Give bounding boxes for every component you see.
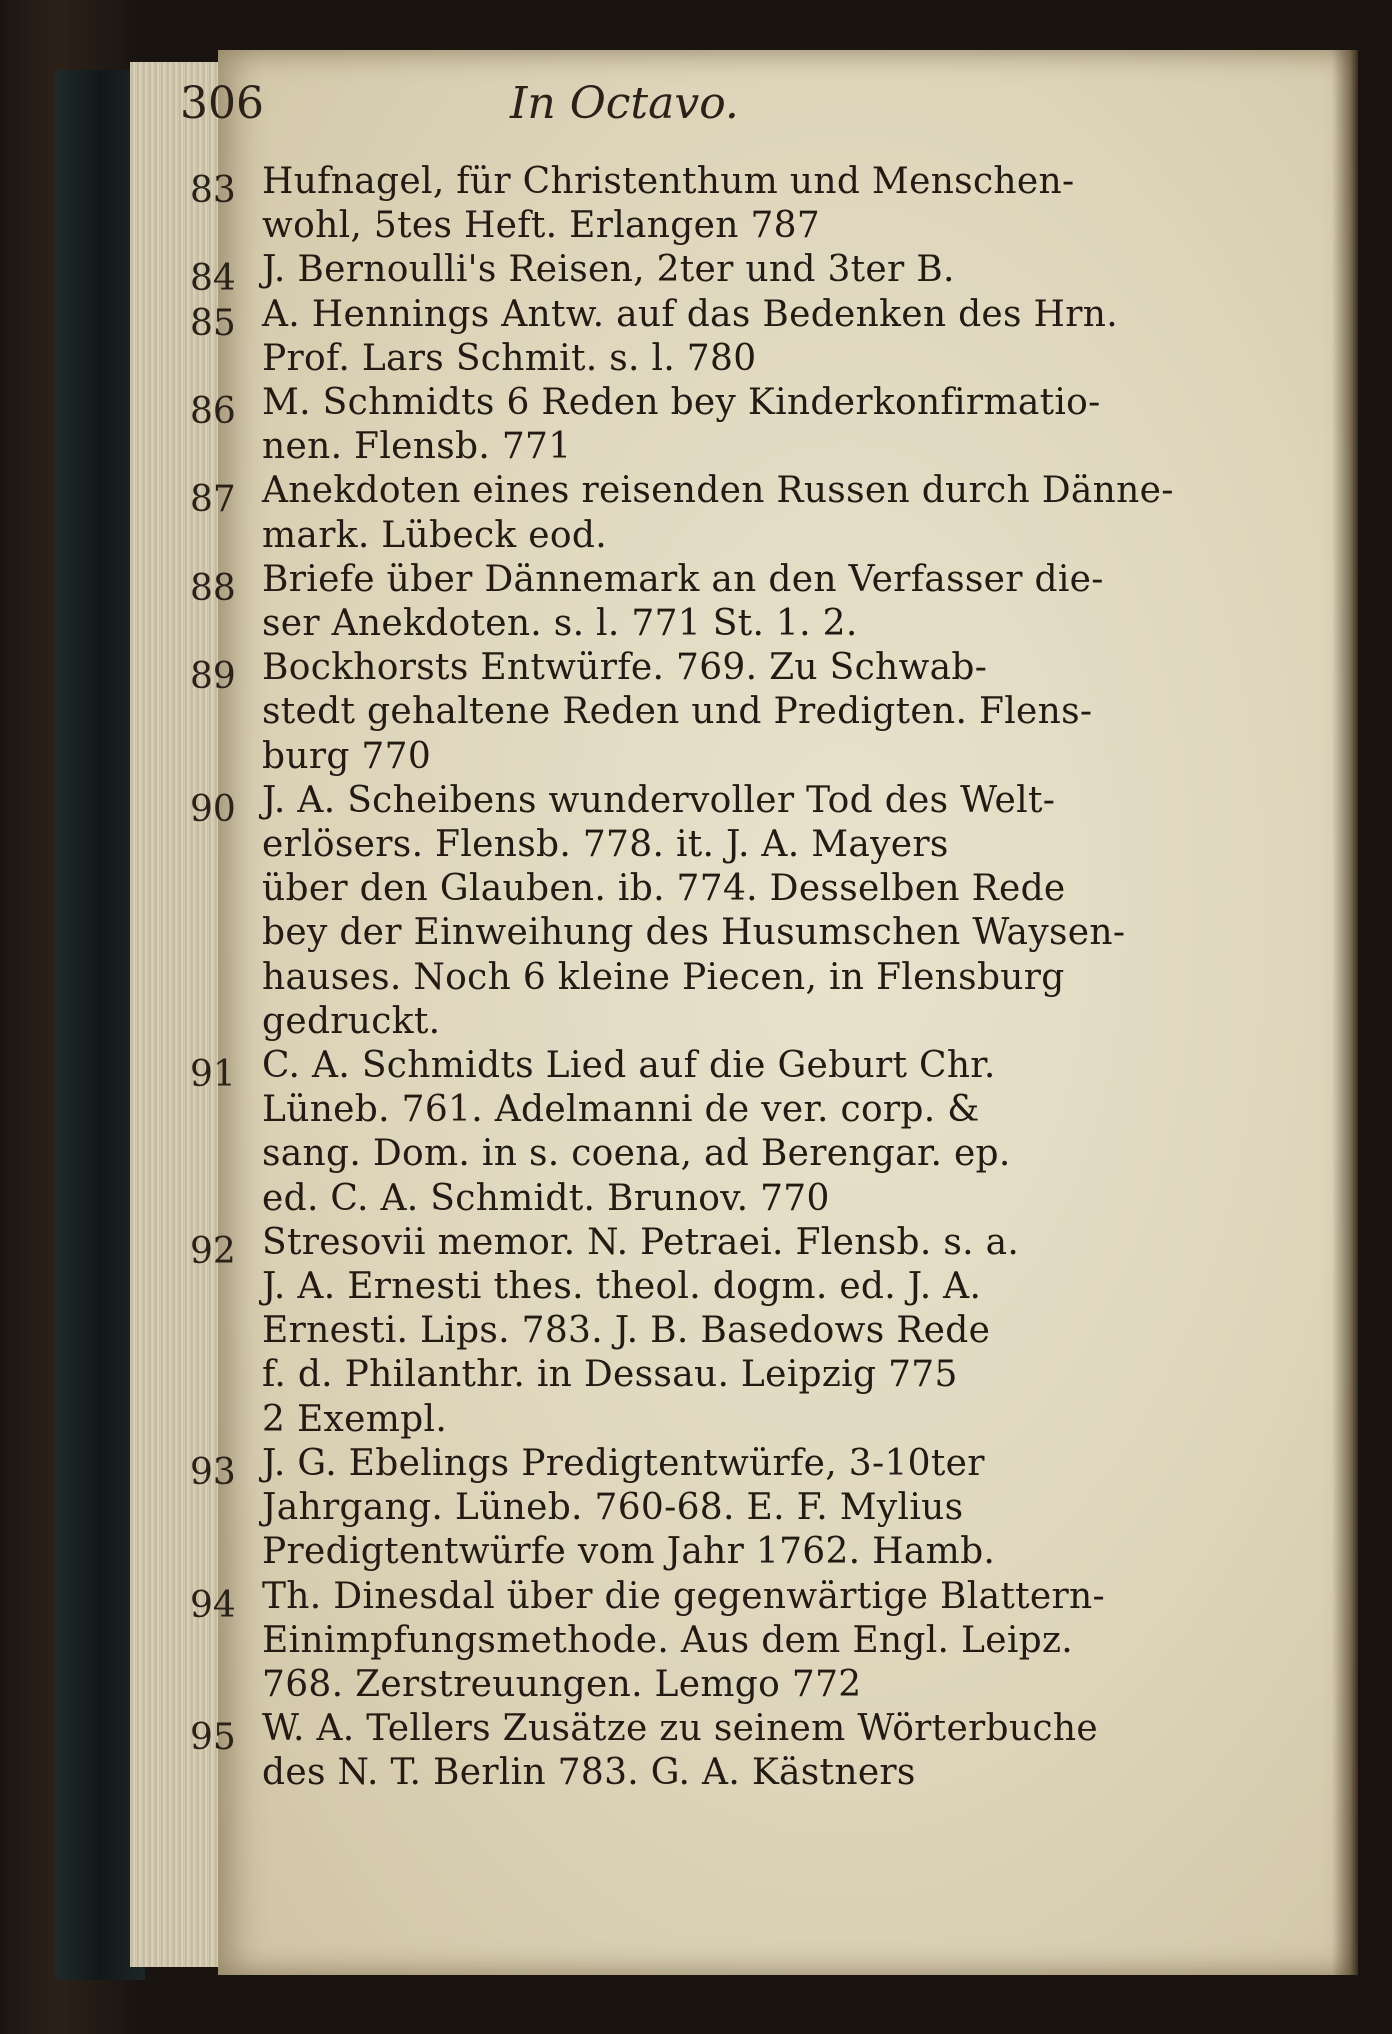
entry-text-line: J. A. Scheibens wundervoller Tod des Welt- [262,779,1056,821]
catalogue-entries [190,160,1300,1796]
entry-text-line: erlösers. Flensb. 778. it. J. A. Mayers [262,824,949,866]
catalogue-entry [190,293,1300,381]
entry-text-line: Th. Dinesdal über die gegenwärtige Blattern- [262,1575,1105,1617]
entry-number: 84 [190,258,236,300]
entry-text-line: sang. Dom. in s. coena, ad Berengar. ep. [262,1133,1011,1175]
entry-number: 83 [190,170,236,211]
entry-number: 94 [190,1584,236,1626]
page-header [180,78,960,148]
entry-text-line: A. Hennings Antw. auf das Bedenken des Hrn. [262,293,1118,335]
page-number: 306 [180,78,264,129]
entry-text-line: wohl, 5tes Heft. Erlangen 787 [262,205,821,247]
entry-text-line: W. A. Tellers Zusätze zu seinem Wörterbuche [262,1708,1098,1750]
entry-text-line: M. Schmidts 6 Reden bey Kinderkonfirmatio- [262,382,1101,424]
entry-number: 93 [190,1451,236,1493]
entry-text-line: Prof. Lars Schmit. s. l. 780 [262,337,757,379]
catalogue-entry [190,1221,1300,1442]
catalogue-entry [190,160,1300,248]
entry-text-line: Jahrgang. Lüneb. 760-68. E. F. Mylius [262,1487,964,1529]
catalogue-entry [190,779,1300,1044]
entry-text-line: 2 Exempl. [262,1398,448,1440]
catalogue-entry [190,1044,1300,1221]
catalogue-entry [190,1442,1300,1575]
entry-text-line: C. A. Schmidts Lied auf die Geburt Chr. [262,1045,996,1087]
entry-text-line: hauses. Noch 6 kleine Piecen, in Flensburg [262,956,1065,998]
entry-number: 89 [190,656,236,698]
catalogue-entry [190,646,1300,779]
entry-number: 95 [190,1717,236,1759]
entry-text-line: Einimpfungsmethode. Aus dem Engl. Leipz. [262,1619,1074,1661]
catalogue-entry [190,558,1300,646]
entry-text-line: Lüneb. 761. Adelmanni de ver. corp. & [262,1089,980,1131]
page-gutter [1332,50,1358,1975]
catalogue-entry [190,248,1300,300]
entry-text-line: ed. C. A. Schmidt. Brunov. 770 [262,1177,830,1219]
entry-number: 87 [190,479,236,521]
entry-text-line: J. G. Ebelings Predigtentwürfe, 3-10ter [262,1442,985,1484]
entry-number: 86 [190,391,236,433]
entry-text-line: ser Anekdoten. s. l. 771 St. 1. 2. [262,603,858,645]
entry-text-line: Hufnagel, für Christenthum und Menschen- [262,161,1075,202]
catalogue-entry [190,1707,1300,1795]
catalogue-entry [190,469,1300,557]
entry-number: 88 [190,567,236,609]
entry-number: 90 [190,788,236,830]
entry-number: 85 [190,302,236,344]
entry-text-line: nen. Flensb. 771 [262,426,572,468]
entry-text-line: Anekdoten eines reisenden Russen durch Dänne- [262,470,1174,512]
entry-text-line: Stresovii memor. N. Petraei. Flensb. s. a. [262,1221,1020,1263]
entry-text-line: 768. Zerstreuungen. Lemgo 772 [262,1663,862,1705]
entry-text-line: mark. Lübeck eod. [262,514,607,556]
entry-text-line: über den Glauben. ib. 774. Desselben Rede [262,868,1066,910]
catalogue-entry [190,1575,1300,1708]
entry-text-line: bey der Einweihung des Husumschen Waysen- [262,912,1126,954]
entry-text-line: J. A. Ernesti thes. theol. dogm. ed. J. A. [262,1266,982,1308]
entry-text-line: des N. T. Berlin 783. G. A. Kästners [262,1752,916,1794]
running-title: In Octavo. [510,78,739,129]
entry-text-line: Predigtentwürfe vom Jahr 1762. Hamb. [262,1531,996,1573]
entry-text-line: f. d. Philanthr. in Dessau. Leipzig 775 [262,1354,958,1396]
entry-number: 92 [190,1230,236,1272]
entry-text-line: stedt gehaltene Reden und Predigten. Flens- [262,691,1093,733]
entry-text-line: burg 770 [262,735,432,777]
entry-text-line: Ernesti. Lips. 783. J. B. Basedows Rede [262,1310,991,1352]
entry-text-line: gedruckt. [262,1000,441,1042]
catalogue-entry [190,381,1300,469]
entry-text-line: J. Bernoulli's Reisen, 2ter und 3ter B. [262,249,955,291]
entry-text-line: Briefe über Dännemark an den Verfasser die- [262,558,1104,600]
entry-number: 91 [190,1054,236,1096]
entry-text-line: Bockhorsts Entwürfe. 769. Zu Schwab- [262,647,988,689]
